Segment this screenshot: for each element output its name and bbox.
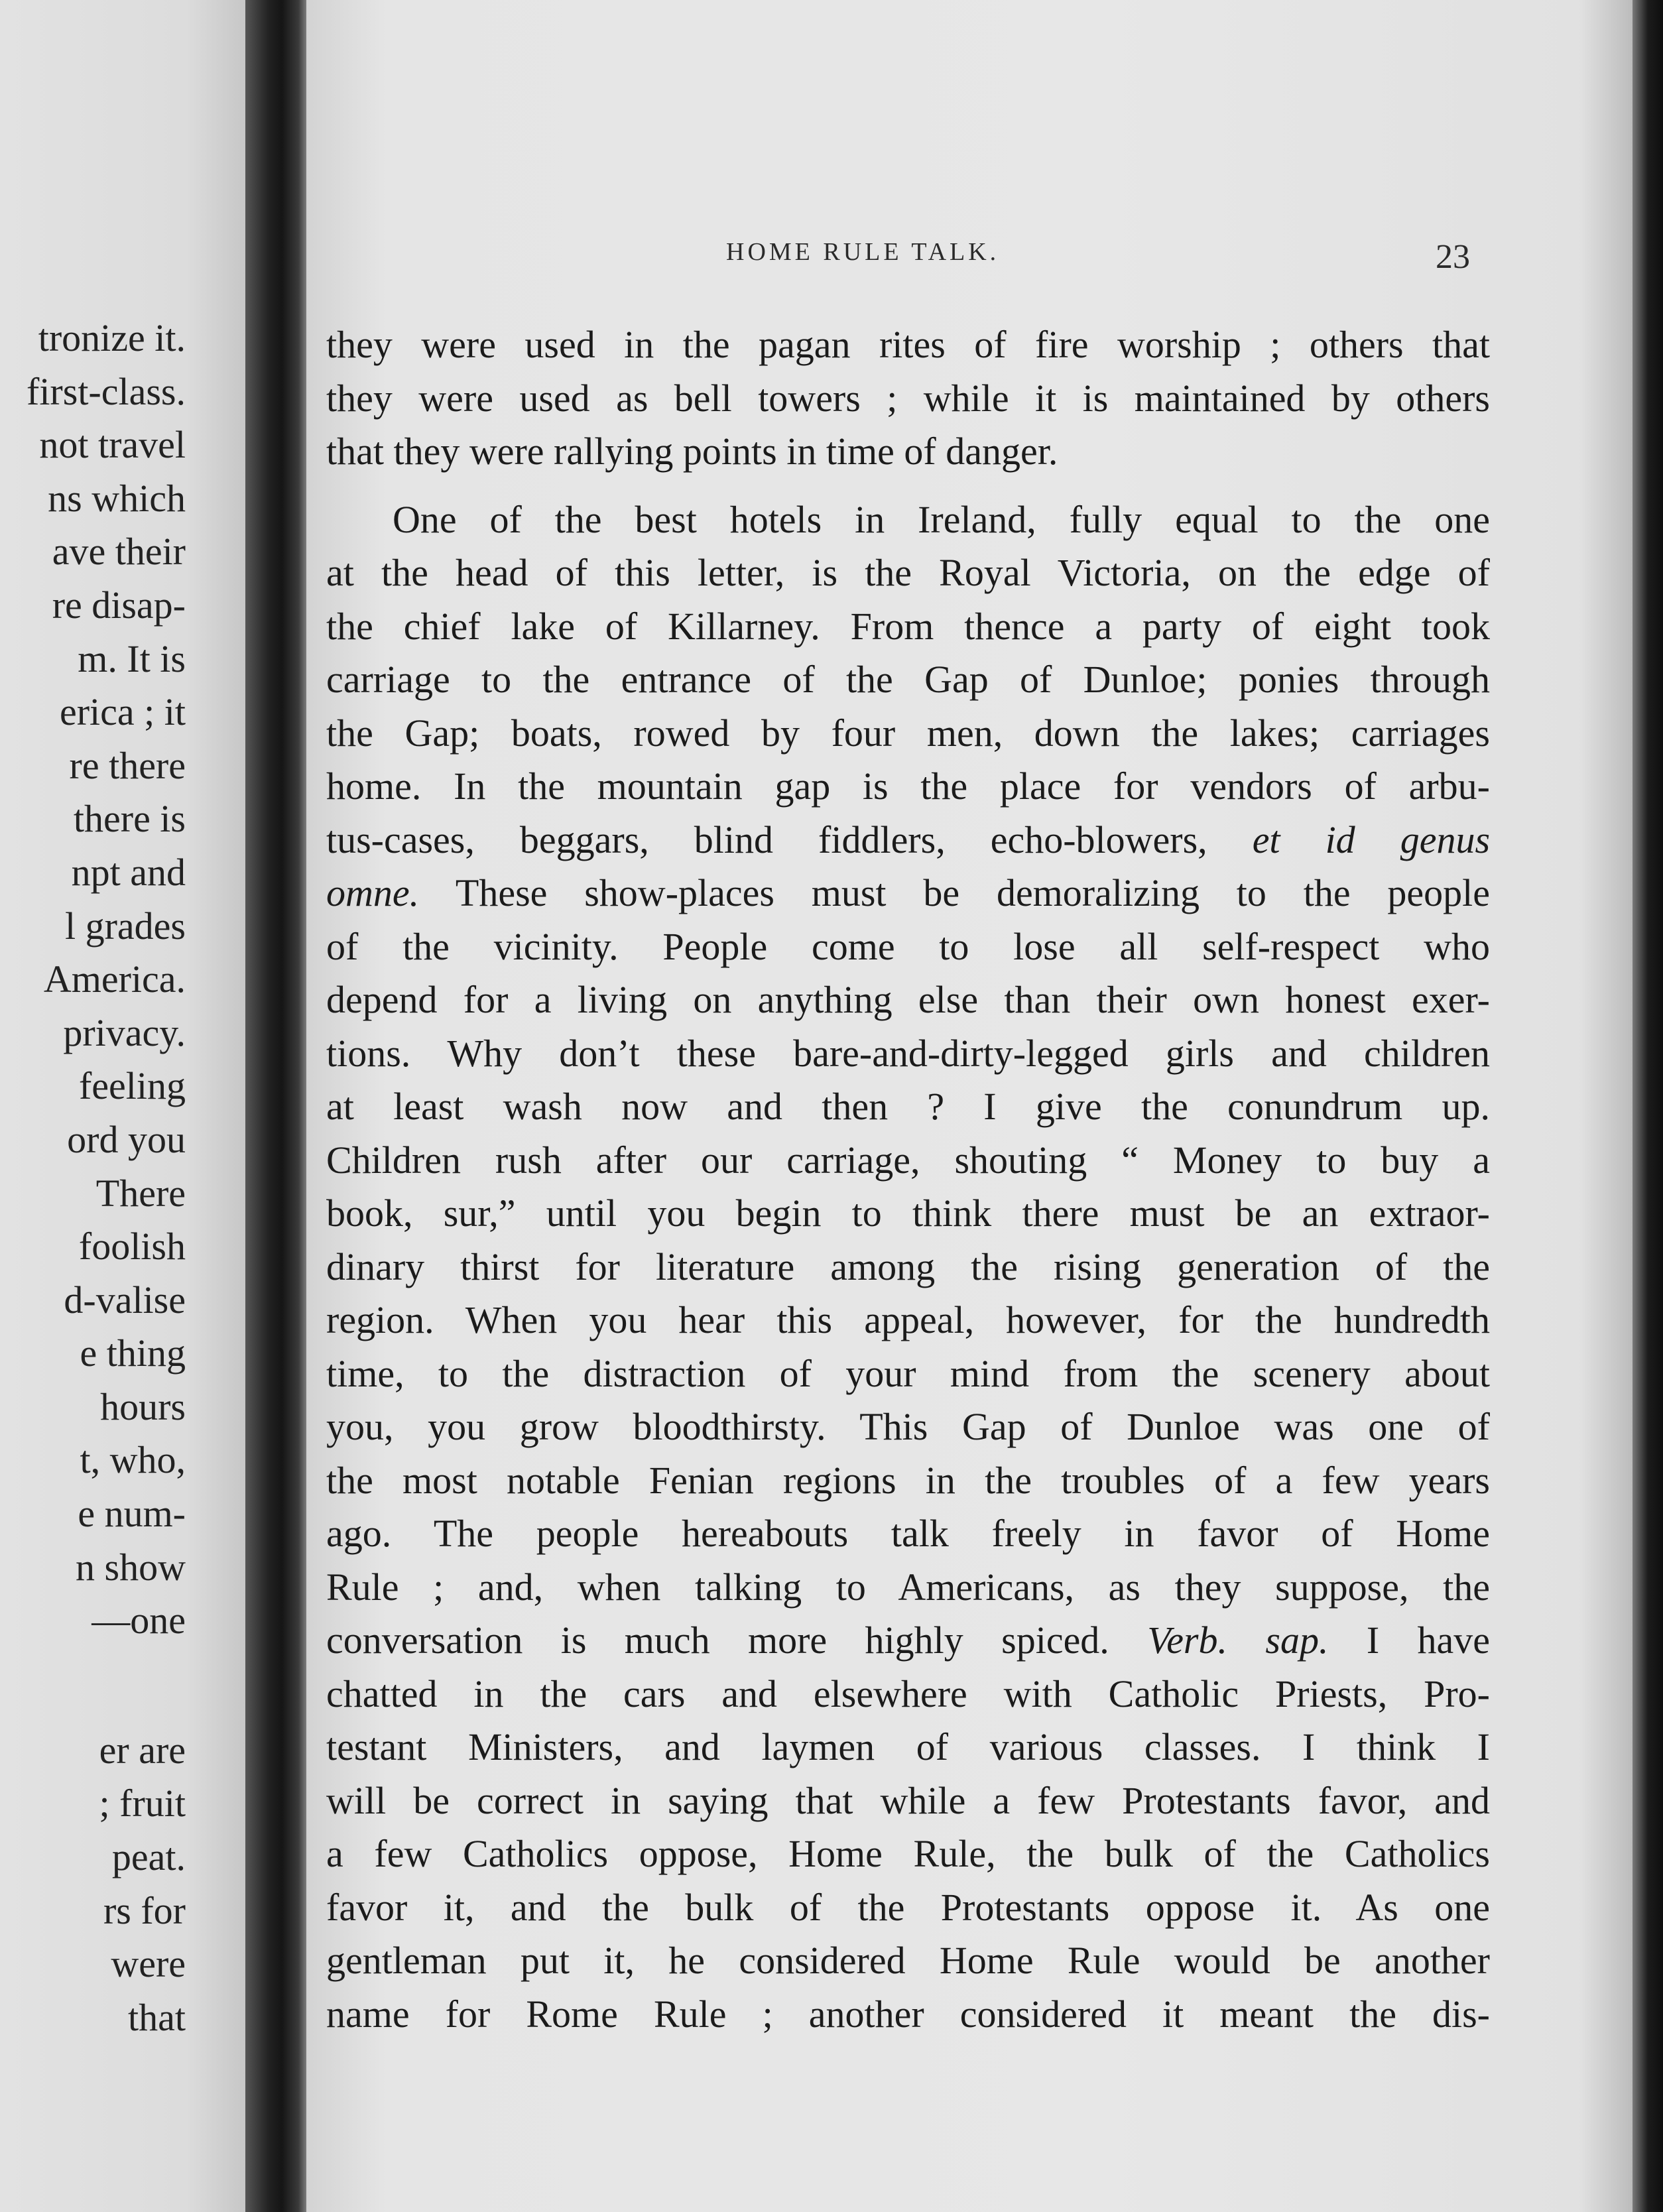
page-body [326,318,1490,2041]
left-line: m. It is [78,637,186,680]
left-line: d-valise [64,1278,186,1321]
left-line: foolish [78,1225,186,1268]
text-segment: conversation is much more highly spiced. [326,1619,1109,1662]
left-line: first-class. [27,369,186,413]
left-facing-page [0,0,267,2212]
text-line: will be correct in saying that while a few Protestants favor, and [326,1778,1490,1822]
text-line: favor it, and the bulk of the Protestants oppose it. As one [326,1885,1490,1929]
left-line: —one [92,1599,186,1642]
text-line: name for Rome Rule ; another considered it meant the dis- [326,1992,1490,2036]
left-line: rs for [103,1888,186,1932]
left-line: hours [100,1384,186,1428]
left-line: re there [69,743,186,787]
left-line: privacy. [63,1011,186,1054]
text-line: at least wash now and then ? I give the conundrum up. [326,1085,1490,1128]
running-head: HOME RULE TALK. [726,238,1000,266]
text-line: the Gap; boats, rowed by four men, down the lakes; carriages [326,711,1490,755]
text-line: tions. Why don’t these bare-and-dirty-legged girls and children [326,1031,1490,1075]
text-line: home. In the mountain gap is the place for vendors of arbu- [326,765,1490,808]
left-line: tronize it. [38,316,186,359]
text-line: dinary thirst for literature among the rising generation of the [326,1245,1490,1288]
left-line: were [111,1942,186,1986]
text-line: they were used in the pagan rites of fire worship ; others that [326,323,1490,366]
latin-phrase: et id genus [1252,818,1490,861]
left-line: that [128,1995,186,2039]
left-line: America. [43,957,186,1001]
left-line: e num- [78,1492,186,1536]
left-line: not travel [39,423,186,467]
text-line [326,1614,1490,1668]
text-line: One of the best hotels in Ireland, fully equal to the one [393,497,1490,541]
text-segment: These show-places must be demoralizing to the people [455,871,1490,914]
text-line: chatted in the cars and elsewhere with Catholic Priests, Pro- [326,1672,1490,1715]
text-line: Rule ; and, when talking to Americans, as they suppose, the [326,1565,1490,1609]
left-line: ns which [48,476,186,520]
text-line: at the head of this letter, is the Royal Victoria, on the edge of [326,551,1490,594]
left-line: ave their [52,530,186,574]
left-line: feeling [78,1064,186,1108]
text-line: Children rush after our carriage, shouting “ Money to buy a [326,1138,1490,1182]
left-line: er are [99,1728,186,1772]
left-line: ord you [67,1117,186,1161]
text-segment: tus-cases, beggars, blind fiddlers, echo-blowers, [326,818,1207,861]
text-line [326,814,1490,867]
left-line: ; fruit [99,1782,186,1825]
left-line: there is [73,797,186,841]
text-line: they were used as bell towers ; while it is maintained by others [326,376,1490,420]
text-line: depend for a living on anything else than their own honest exer- [326,978,1490,1021]
text-line: the most notable Fenian regions in the troubles of a few years [326,1458,1490,1502]
latin-phrase: Verb. sap. [1147,1619,1329,1662]
text-line: book, sur,” until you begin to think there must be an extraor- [326,1192,1490,1235]
book-gutter [245,0,312,2212]
text-line: ago. The people hereabouts talk freely in favor of Home [326,1512,1490,1555]
text-line: gentleman put it, he considered Home Rule would be another [326,1939,1490,1982]
text-line: carriage to the entrance of the Gap of Dunloe; ponies through [326,658,1490,701]
text-line: of the vicinity. People come to lose all self-respect who [326,924,1490,968]
text-line: a few Catholics oppose, Home Rule, the bulk of the Catholics [326,1832,1490,1875]
left-line: t, who, [80,1438,186,1482]
left-line: e thing [80,1331,186,1375]
left-line: re disap- [52,583,186,627]
left-line: n show [76,1545,186,1589]
page-number: 23 [1436,238,1470,276]
text-line: the chief lake of Killarney. From thence a party of eight took [326,604,1490,648]
text-line [326,867,1490,920]
left-line: peat. [111,1835,186,1879]
left-line: erica ; it [59,690,186,734]
text-segment: I have [1366,1619,1490,1662]
left-page-text [0,312,186,2044]
left-line: l grades [65,904,186,948]
left-line: npt and [71,850,186,894]
text-line: time, to the distraction of your mind from the scenery about [326,1351,1490,1395]
text-line: testant Ministers, and laymen of various classes. I think I [326,1725,1490,1768]
left-line: There [95,1171,186,1215]
latin-phrase: omne. [326,871,420,914]
text-line: that they were rallying points in time of danger. [326,430,1058,473]
text-line: region. When you hear this appeal, however, for the hundredth [326,1298,1490,1341]
text-line: you, you grow bloodthirsty. This Gap of Dunloe was one of [326,1405,1490,1448]
page-edge-shadow [1632,0,1663,2212]
